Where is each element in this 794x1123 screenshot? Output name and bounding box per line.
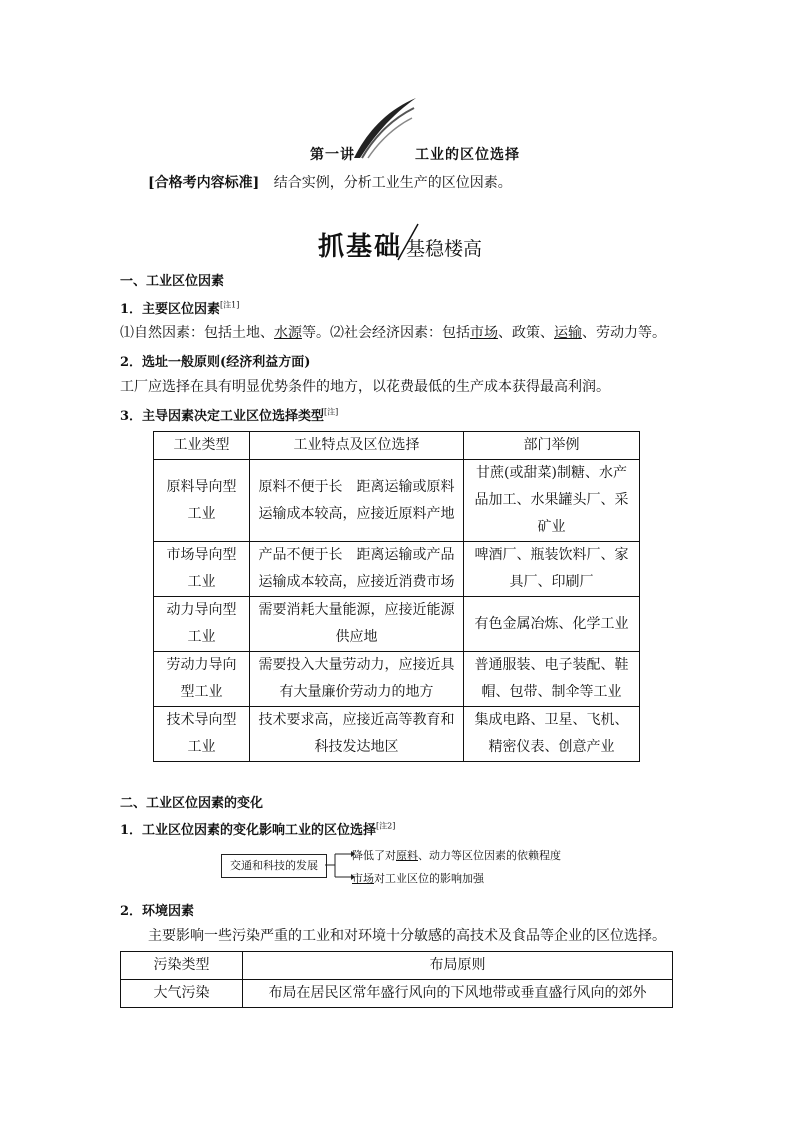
industry-type-table: [153, 431, 640, 762]
table-row: [154, 597, 640, 652]
table-header-cell: 工业特点及区位选择: [250, 432, 464, 460]
table-header-cell: 布局原则: [243, 952, 673, 980]
table-cell-example: 有色金属冶炼、化学工业: [464, 597, 640, 652]
section1-item1-title: 1．主要区位因素[注1]: [120, 300, 240, 317]
lecture-title: 工业的区位选择: [415, 147, 520, 163]
table-cell-type: 动力导向型工业: [154, 597, 250, 652]
section2-item2-body: 主要影响一些污染严重的工业和对环境十分敏感的高技术及食品等企业的区位选择。: [148, 928, 666, 944]
table-cell-feature: 技术要求高，应接近高等教育和科技发达地区: [250, 707, 464, 762]
table-header-cell: 污染类型: [121, 952, 243, 980]
flow-outcome-1: 降低了对原料、动力等区位因素的依赖程度: [352, 849, 561, 862]
lesson-title: [310, 144, 520, 164]
table-header-row: [154, 432, 640, 460]
table-cell-example: 集成电路、卫星、飞机、精密仪表、创意产业: [464, 707, 640, 762]
table-cell-example: 甘蔗(或甜菜)制糖、水产品加工、水果罐头厂、采矿业: [464, 460, 640, 542]
table-cell-feature: 产品不便于长 距离运输或产品运输成本较高，应接近消费市场: [250, 542, 464, 597]
standard-text: 结合实例，分析工业生产的区位因素。: [273, 175, 512, 191]
table-header-cell: 工业类型: [154, 432, 250, 460]
section1-item1-body: ⑴自然因素：包括土地、水源等。⑵社会经济因素：包括市场、政策、运输、劳动力等。: [120, 325, 666, 341]
table-cell-example: 啤酒厂、瓶装饮料厂、家具厂、印刷厂: [464, 542, 640, 597]
note-marker: [注2]: [376, 821, 396, 831]
flow-bracket-arrows: [325, 846, 355, 886]
table-cell-type: 原料导向型工业: [154, 460, 250, 542]
table-row: [154, 707, 640, 762]
table-cell-feature: 原料不便于长 距离运输或原料运输成本较高，应接近原料产地: [250, 460, 464, 542]
banner-sub: 基稳楼高: [406, 238, 483, 260]
lecture-number: 第一讲: [310, 147, 355, 163]
table-cell-example: 普通服装、电子装配、鞋帽、包带、制伞等工业: [464, 652, 640, 707]
banner-main: 抓基础: [318, 232, 403, 262]
table-cell-type: 大气污染: [121, 980, 243, 1008]
standard-tag: [合格考内容标准]: [148, 175, 260, 191]
section1-item2-title: 2．选址一般原则(经济利益方面): [120, 355, 311, 370]
section1-item2-body: 工厂应选择在具有明显优势条件的地方，以花费最低的生产成本获得最高利润。: [120, 379, 610, 395]
table-cell-type: 市场导向型工业: [154, 542, 250, 597]
table-row: [154, 542, 640, 597]
table-header-row: [121, 952, 673, 980]
flow-outcome-2: 市场对工业区位的影响加强: [352, 872, 484, 885]
section2-item2-title: 2．环境因素: [120, 904, 195, 919]
section1-heading: 一、工业区位因素: [120, 274, 225, 289]
section2-item1-title: 1．工业区位因素的变化影响工业的区位选择[注2]: [120, 821, 396, 838]
section2-heading: 二、工业区位因素的变化: [120, 796, 264, 811]
table-row: [154, 460, 640, 542]
table-cell-feature: 需要投入大量劳动力，应接近具有大量廉价劳动力的地方: [250, 652, 464, 707]
note-marker: [注]: [324, 407, 339, 417]
flow-source-box: 交通和科技的发展: [221, 854, 327, 878]
table-cell-type: 劳动力导向型工业: [154, 652, 250, 707]
table-header-cell: 部门举例: [464, 432, 640, 460]
section1-item3-title: 3．主导因素决定工业区位选择类型[注]: [120, 407, 339, 424]
table-cell-type: 技术导向型工业: [154, 707, 250, 762]
table-cell-feature: 需要消耗大量能源，应接近能源供应地: [250, 597, 464, 652]
table-cell-rule: 布局在居民区常年盛行风向的下风地带或垂直盛行风向的郊外: [243, 980, 673, 1008]
table-row: [154, 652, 640, 707]
content-standard: [148, 172, 512, 192]
banner-slash-icon: [396, 222, 420, 262]
environment-table: [120, 951, 673, 1008]
table-row: [121, 980, 673, 1008]
note-marker: [注1]: [220, 300, 240, 310]
